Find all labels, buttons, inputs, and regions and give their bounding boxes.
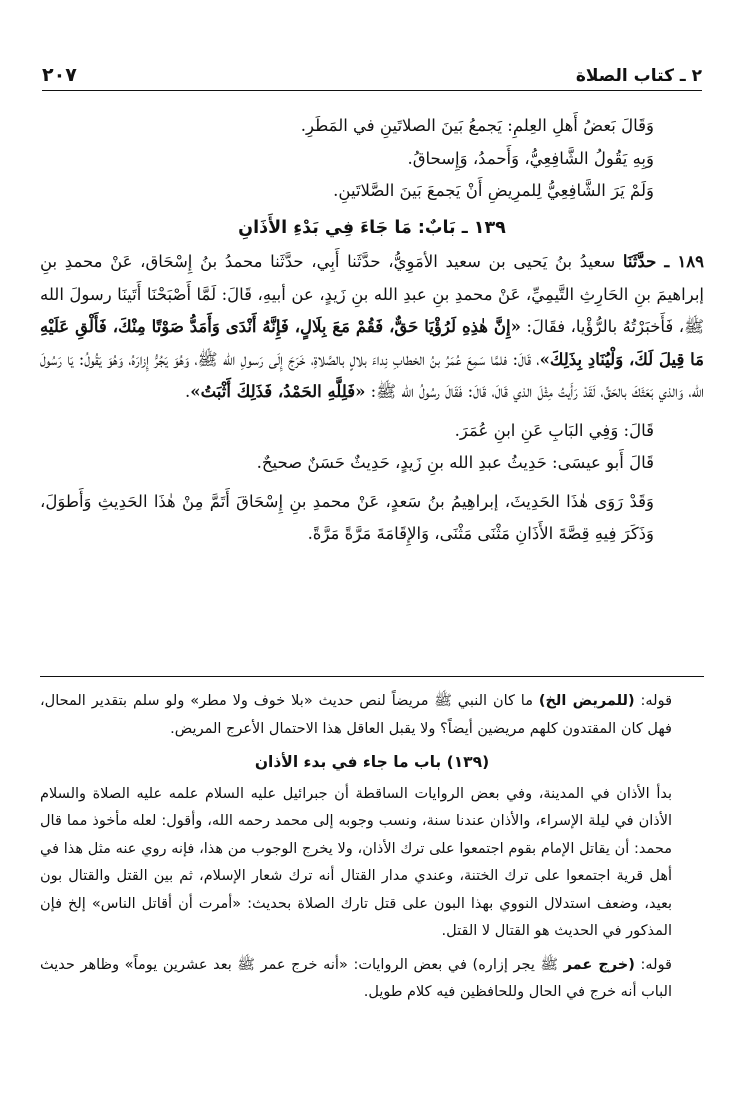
main-text — [40, 110, 704, 551]
page-header — [42, 58, 702, 91]
hadith-number: ١٨٩ ـ حدَّثَنَا — [622, 252, 704, 271]
hadith-quote: «إِنَّ هٰذِهِ لَرُؤْيَا حَقٌّ، فَقُمْ مَعَ بِلَالٍ، فَإِنَّهُ أَنْدَى وَأَمَدُّ صَوْتًا مِنْكَ، فَأَلْقِ عَلَيْهِ مَا قِيلَ لَكَ، وَلْيُنَادِ بِذَلِكَ» — [40, 317, 704, 369]
paragraph: وَلَمْ يَرَ الشَّافِعِيُّ لِلمرِيضِ أَنْ يَجمعَ بَينَ الصَّلاتَينِ. — [333, 181, 654, 200]
commentary-note — [40, 688, 704, 743]
commentary-heading: (١٣٩) باب ما جاء في بدء الأذان — [254, 753, 490, 771]
note-keyword: (خرج عمر — [563, 956, 635, 973]
commentary-note — [40, 952, 704, 1007]
footnote-divider — [40, 676, 704, 677]
hadith-text: ، قَالَ: فلمَّا سَمِعَ عُمَرُ بنُ الخطابِ نِداءَ بلالٍ بالصَّلاةِ، خَرَجَ إِلَى رَسولِ الله ﷺ، وَهُوَ يَجُرُّ إِزارَهُ، وَهُوَ يَقُولُ: يَا رَسُولَ الله، وَالذي بَعَثَكَ بالحَقِّ، لَقَدْ رَأَيتُ مِثْلَ الذي قَالَ، قَالَ: فَقَالَ رسُولُ الله ﷺ: — [40, 349, 704, 401]
running-title: ٢ ـ كتاب الصلاة — [575, 66, 702, 86]
note-lead: قوله: — [634, 956, 672, 973]
paragraph: وَبِهِ يَقُولُ الشَّافِعِيُّ، وَأَحمدُ، وَإِسحاقُ. — [407, 148, 654, 168]
paragraph: قَالَ أَبو عيسَى: حَدِيثُ عبدِ الله بنِ زَيدٍ، حَدِيثٌ حَسَنٌ صحيحٌ. — [256, 453, 654, 472]
hadith-paragraph — [40, 246, 704, 409]
hadith-quote: «فَلِلَّهِ الحَمْدُ، فَذَلِكَ أَثْبَتُ» — [190, 382, 366, 401]
commentary-note: بدأ الأذان في المدينة، وفي بعض الروايات الساقطة أن جبرائيل عليه السلام علمه عليه الصلاة والسلام الأذان في ليلة الإسراء، والأذان عندنا سنة، ونسب وجوبه إلى محمد رحمه الله، وأقول: لعله مأخوذ مما قال محمد: أن يقاتل الإمام بقوم اجتمعوا على ترك الأذان، ولا يخرج الوجوب من هذا، فإنه روي عنه مثل هذا في أهل قرية اجتمعوا على ترك الختنة، وعندي مدار القتال أنه ترك شعار الإسلام، ثم بين القتل والقتال بون بعيد، وضعف استدلال النووي بهذا البون على قتل تارك الصلاة بحديث: «أمرت أن أقاتل الناس» إلخ فإن المذكور في الحديث هو القتال لا القتل. — [40, 785, 672, 939]
note-text: ما كان النبي ﷺ مريضاً لنص حديث «بلا خوف ولا مطر» ولو سلم بتقدير المحال، فهل كان المقتدون كلهم مريضين أيضاً؟ ولا يقبل العاقل هذا الاحتمال الأعرج المريض. — [40, 693, 672, 737]
note-text: ﷺ يجر إزاره) في بعض الروايات: «أنه خرج عمر ﷺ بعد عشرين يوماً» وظاهر حديث الباب أنه خرج في الحال وللحافظين فيه كلام طويل. — [40, 956, 672, 1000]
page-number: ٢٠٧ — [42, 64, 77, 86]
commentary — [40, 688, 704, 1007]
hadith-end: . — [185, 382, 191, 401]
hadith-chain: سعيدُ بنُ يَحيى بن سعيد الأمَوِيُّ، حدَّثَنا أَبِي، حدَّثَنا محمدُ بنُ إِسْحَاق، عَنْ محمدِ بنِ إبراهيمَ بنِ الحَارِثِ التَّيمِيِّ، عَنْ محمدِ بنِ عبدِ الله بنِ زَيدٍ، عن أبيهِ، قَالَ: لَمَّا أَصْبَحْنَا أَتَينَا رسولَ الله ﷺ، فَأَخبَرْتُهُ بالرُّؤْيا، فقَالَ: — [40, 252, 704, 336]
paragraph: قَالَ: وَفِي البَابِ عَنِ ابنِ عُمَرَ. — [454, 420, 654, 440]
note-keyword: (للمريض الخ) — [538, 693, 635, 709]
chapter-heading: ١٣٩ ـ بَابٌ: مَا جَاءَ فِي بَدْءِ الأَذَانِ — [238, 217, 506, 238]
paragraph: وَقَالَ بَعضُ أَهلِ العِلمِ: يَجمعُ بَينَ الصلاتَينِ في المَطَرِ. — [300, 116, 654, 135]
note-lead: قوله: — [634, 693, 672, 709]
paragraph: وَقَدْ رَوَى هٰذَا الحَدِيثَ، إبراهِيمُ بنُ سَعدٍ، عَنْ محمدِ بنِ إِسْحَاقَ أَتَمَّ مِنْ هٰذَا الحَدِيثِ وَأَطوَلَ، وَذَكَرَ فِيهِ قِصَّةَ الأَذَانِ مَثْنَى مَثْنَى، وَالإِقَامَةَ مَرَّةً مَرَّةً. — [40, 491, 654, 543]
